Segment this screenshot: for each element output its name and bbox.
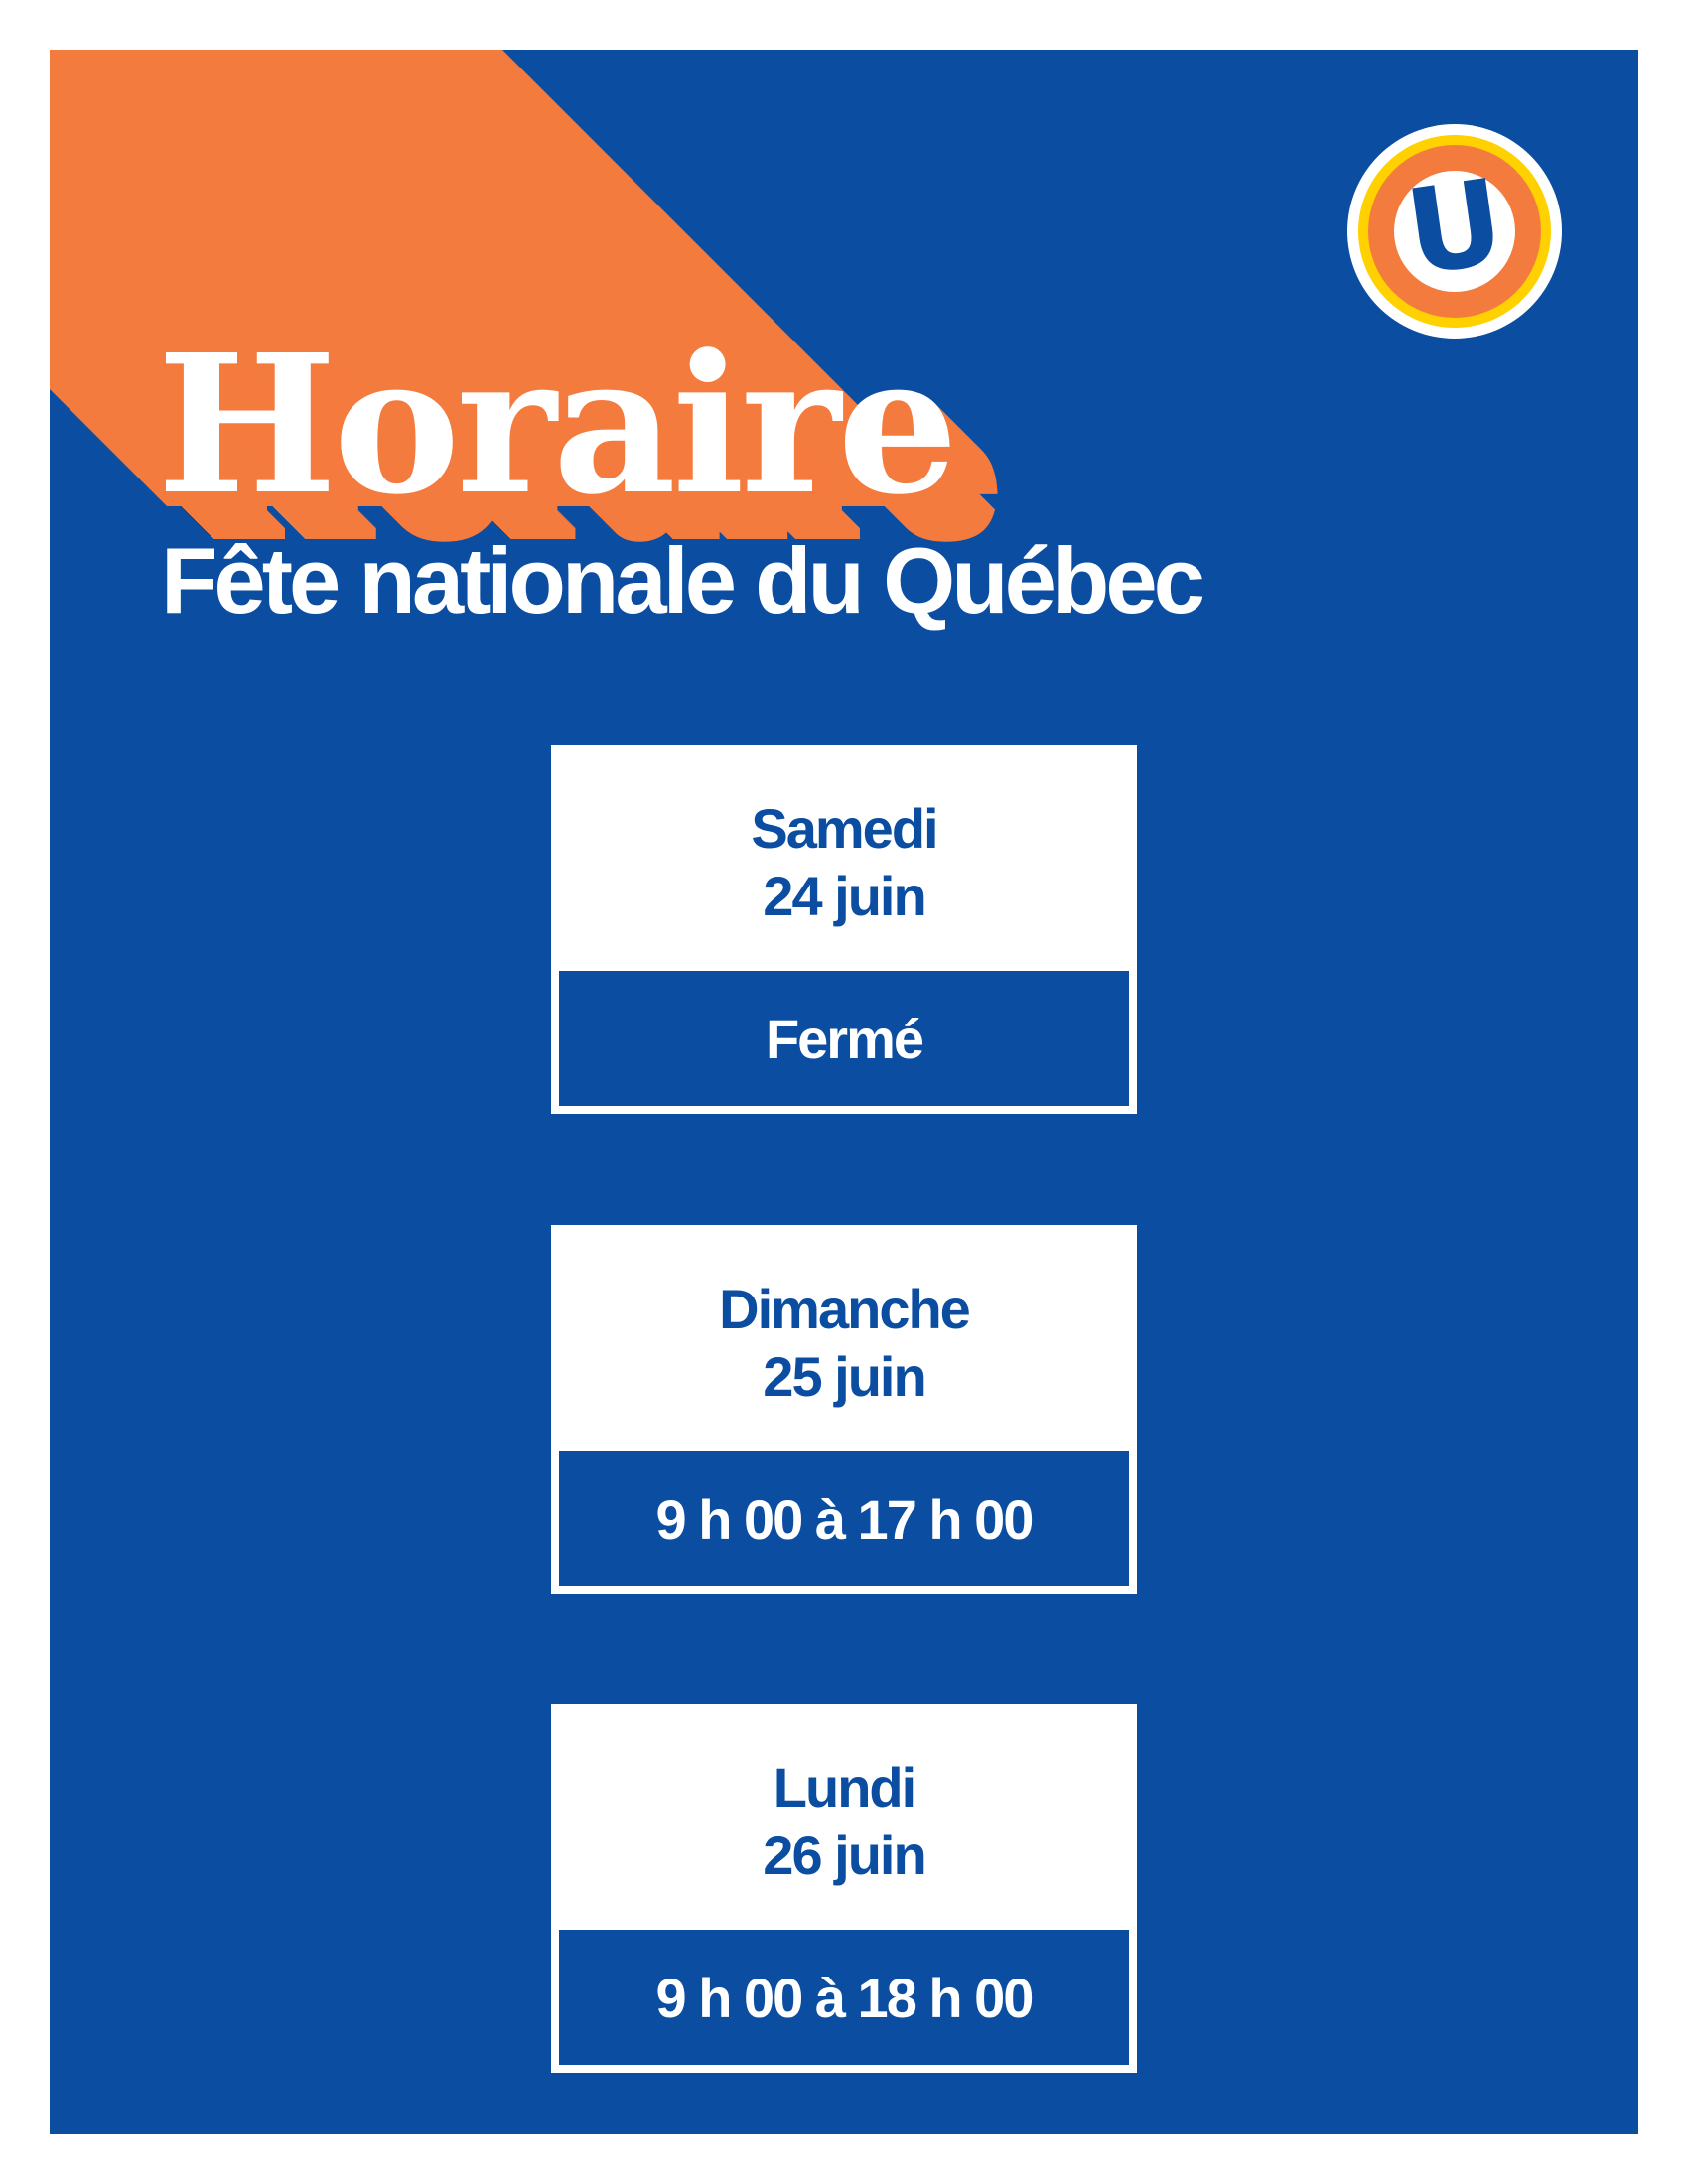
poster-title: Horaire [157,314,955,537]
schedule-card-samedi [551,745,1137,1114]
hours-label: Fermé [765,1007,923,1070]
card-date-area [551,745,1137,971]
logo-letter-u: U [1398,152,1512,302]
hours-box [559,1930,1129,2065]
hours-box [559,971,1129,1106]
schedule-list [50,50,1638,2134]
poster-panel [50,50,1638,2134]
date-label: 26 juin [763,1824,925,1886]
schedule-card-lundi [551,1704,1137,2073]
day-label: Lundi [773,1756,915,1819]
schedule-card-dimanche [551,1225,1137,1594]
date-label: 24 juin [763,865,925,927]
day-label: Dimanche [719,1278,969,1340]
card-date-area [551,1225,1137,1451]
hours-label: 9 h 00 à 17 h 00 [655,1487,1033,1551]
card-date-area [551,1704,1137,1930]
hours-box [559,1451,1129,1586]
hours-label: 9 h 00 à 18 h 00 [655,1966,1033,2029]
poster-subtitle: Fête nationale du Québec [161,528,1201,632]
date-label: 25 juin [763,1345,925,1408]
day-label: Samedi [751,797,937,860]
